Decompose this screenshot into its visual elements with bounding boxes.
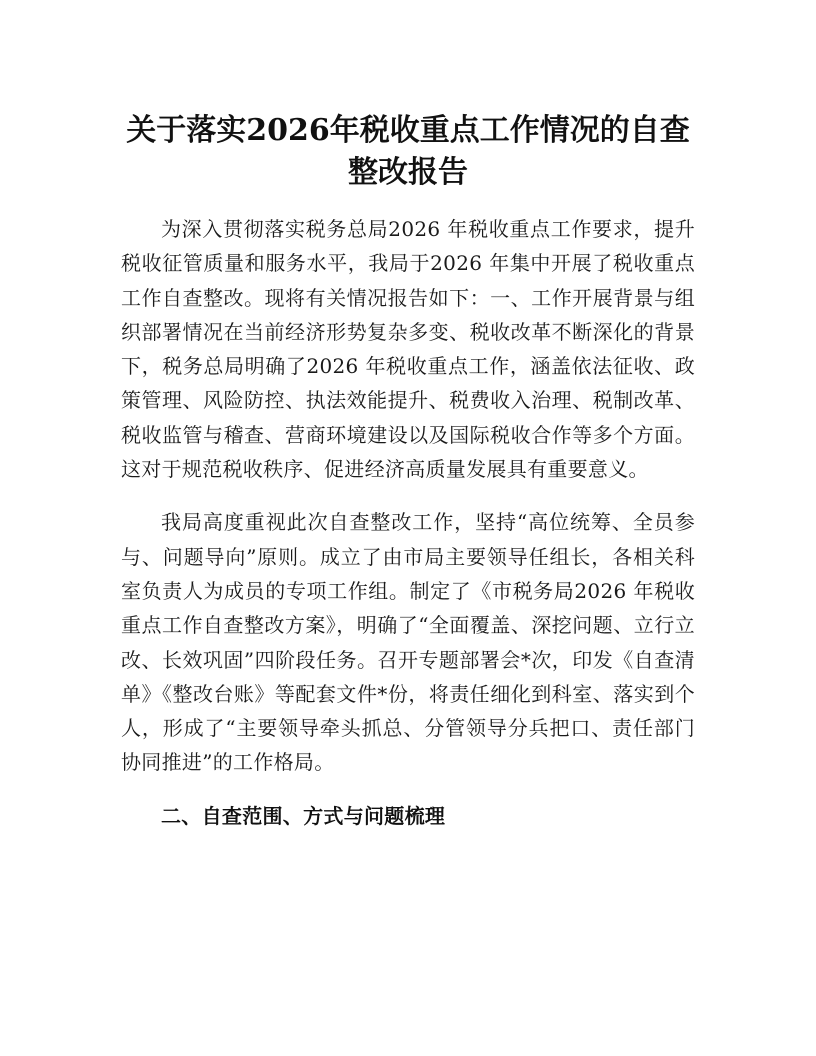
paragraph-organization: 我局高度重视此次自查整改工作，坚持“高位统筹、全员参与、问题导向”原则。成立了由市局主要领导任组长，各相关科室负责人为成员的专项工作组。制定了《市税务局2026 年税收重点工作自查整改方案》，明确了“全面覆盖、深挖问题、立行立改、长效巩固”四阶段任务。召开专题部署会*次，印发《自查清单》《整改台账》等配套文件*份，将责任细化到科室、落实到个人，形成了“主要领导牵头抓总、分管领导分兵把口、责任部门协同推进”的工作格局。	[121, 510, 695, 775]
document-title: 关于落实2026年税收重点工作情况的自查整改报告	[126, 113, 690, 190]
document-body	[121, 212, 695, 833]
section-heading: 二、自查范围、方式与问题梳理	[161, 803, 446, 828]
paragraph-intro: 为深入贯彻落实税务总局2026 年税收重点工作要求，提升税收征管质量和服务水平，我局于2026 年集中开展了税收重点工作自查整改。现将有关情况报告如下：一、工作开展背景与组织部署情况在当前经济形势复杂多变、税收改革不断深化的背景下，税务总局明确了2026 年税收重点工作，涵盖依法征收、政策管理、风险防控、执法效能提升、税费收入治理、税制改革、税收监管与稽查、营商环境建设以及国际税收合作等多个方面。这对于规范税收秩序、促进经济高质量发展具有重要意义。	[121, 217, 695, 482]
